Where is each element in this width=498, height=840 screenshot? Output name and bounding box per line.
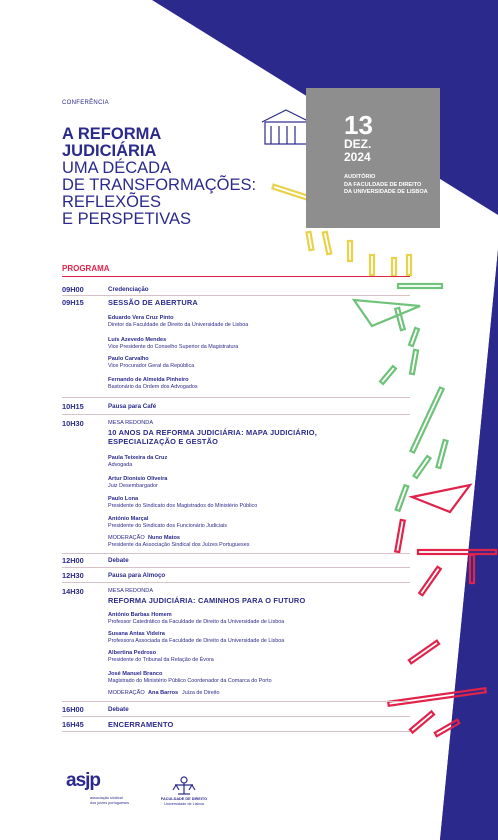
panel-1-title-line-1: 10 ANOS DA REFORMA JUDICIÁRIA: MAPA JUDICIÁRIO, <box>108 428 317 437</box>
row-divider <box>62 716 410 717</box>
row-divider <box>62 582 410 583</box>
title-line-2: JUDICIÁRIA <box>62 142 157 160</box>
title-line-6: E PERSPETIVAS <box>62 210 191 228</box>
faculdade-name: FACULDADE DE DIREITO <box>160 797 208 801</box>
row-divider <box>62 731 410 732</box>
asjp-subtitle-1: associação sindical <box>90 796 123 800</box>
moderation-prefix: MODERAÇÃO <box>108 535 145 541</box>
speaker-role: Bastonário da Ordem dos Advogados <box>108 384 198 390</box>
speaker-role: Presidente do Tribunal da Relação de Évora <box>108 657 214 663</box>
panel-2-title: REFORMA JUDICIÁRIA: CAMINHOS PARA O FUTURO <box>108 596 306 605</box>
speaker-name: Artur Dionísio Oliveira <box>108 476 168 482</box>
speaker-role: Advogada <box>108 462 133 468</box>
event-day: 13 <box>344 110 373 140</box>
moderator-role: Presidente da Associação Sindical dos Juízes Portugueses <box>108 542 250 548</box>
title-line-5: REFLEXÕES <box>62 193 162 211</box>
building-icon-top <box>305 62 333 84</box>
speaker-name: Paula Teixeira da Cruz <box>108 455 168 461</box>
moderator-name: Ana Barros <box>148 690 179 696</box>
venue-line-3: DA UNIVERSIDADE DE LISBOA <box>344 189 428 195</box>
speaker-name: Susana Antas Videira <box>108 631 165 637</box>
faculdade-emblem-icon <box>172 774 196 796</box>
time-0915: 09H15 <box>62 298 84 307</box>
speaker-role: Vice Presidente do Conselho Superior da Magistratura <box>108 344 239 350</box>
speaker-name: António Marçal <box>108 516 149 522</box>
moderation-prefix: MODERAÇÃO <box>108 690 145 696</box>
time-1230: 12H30 <box>62 571 84 580</box>
faculdade-university: Universidade de Lisboa <box>164 801 204 806</box>
panel-1-title-line-2: ESPECIALIZAÇÃO E GESTÃO <box>108 437 219 446</box>
speaker-role: Professor Catedrático da Faculdade de Direito da Universidade de Lisboa <box>108 619 285 625</box>
kicker: CONFERÊNCIA <box>62 100 109 106</box>
title-line-1: A REFORMA <box>62 125 162 143</box>
speaker-name: José Manuel Branco <box>108 671 163 677</box>
event-credenciacao: Credenciação <box>108 286 149 293</box>
speaker-name: Paulo Carvalho <box>108 356 149 362</box>
speaker-name: Paulo Lona <box>108 496 139 502</box>
event-sessao-abertura: SESSÃO DE ABERTURA <box>108 298 198 307</box>
event-pausa-almoco: Pausa para Almoço <box>108 572 166 579</box>
speaker-role: Presidente do Sindicato dos Funcionário Judiciais <box>108 523 227 529</box>
event-debate-2: Debate <box>108 706 129 713</box>
time-0900: 09H00 <box>62 285 84 294</box>
event-month: DEZ. <box>344 137 372 151</box>
row-divider <box>62 295 410 296</box>
mesa-redonda-label: MESA REDONDA <box>108 420 154 426</box>
time-1645: 16H45 <box>62 720 84 729</box>
speaker-role: Professora Associada da Faculdade de Direito da Universidade de Lisboa <box>108 638 285 644</box>
row-divider <box>62 397 410 398</box>
row-divider <box>62 567 410 568</box>
speaker-name: Luís Azevedo Mendes <box>108 337 167 343</box>
row-divider <box>62 414 410 415</box>
speaker-role: Diretor da Faculdade de Direito da Universidade de Lisboa <box>108 322 249 328</box>
event-encerramento: ENCERRAMENTO <box>108 720 174 729</box>
speaker-role: Vice Procurador Geral da República <box>108 363 195 369</box>
venue-line-2: DA FACULDADE DE DIREITO <box>344 181 422 188</box>
event-year: 2024 <box>344 150 371 164</box>
venue-line-1: AUDITÓRIO <box>344 174 376 180</box>
time-1030: 10H30 <box>62 419 84 428</box>
time-1600: 16H00 <box>62 705 84 714</box>
moderator-role: Juíza de Direito <box>182 690 220 696</box>
program-divider <box>62 276 410 277</box>
mesa-redonda-label: MESA REDONDA <box>108 588 154 594</box>
asjp-logo: asjp <box>66 770 101 791</box>
program-heading: PROGRAMA <box>62 264 110 273</box>
speaker-role: Magistrado do Ministério Público Coordenador da Comarca do Porto <box>108 678 272 684</box>
asjp-subtitle-2: dos juízes portugueses <box>90 800 130 805</box>
title-line-4: DE TRANSFORMAÇÕES: <box>62 176 257 194</box>
time-1200: 12H00 <box>62 556 84 565</box>
speaker-name: Albertina Pedroso <box>108 650 157 656</box>
title-line-3: UMA DÉCADA <box>62 159 172 177</box>
speaker-name: António Barbas Homem <box>108 612 172 618</box>
event-debate: Debate <box>108 557 129 564</box>
speaker-role: Presidente do Sindicato dos Magistrados do Ministério Público <box>108 503 258 509</box>
speaker-role: Juiz Desembargador <box>108 483 158 489</box>
time-1430: 14H30 <box>62 587 84 596</box>
speaker-name: Eduardo Vera Cruz Pinto <box>108 315 174 321</box>
speaker-name: Fernando de Almeida Pinheiro <box>108 377 189 383</box>
moderator-name: Nuno Matos <box>148 535 181 541</box>
date-box <box>306 88 440 228</box>
row-divider <box>62 701 410 702</box>
building-icon-mid <box>262 110 310 144</box>
row-divider <box>62 553 410 554</box>
event-pausa-cafe: Pausa para Café <box>108 403 157 410</box>
time-1015: 10H15 <box>62 402 84 411</box>
